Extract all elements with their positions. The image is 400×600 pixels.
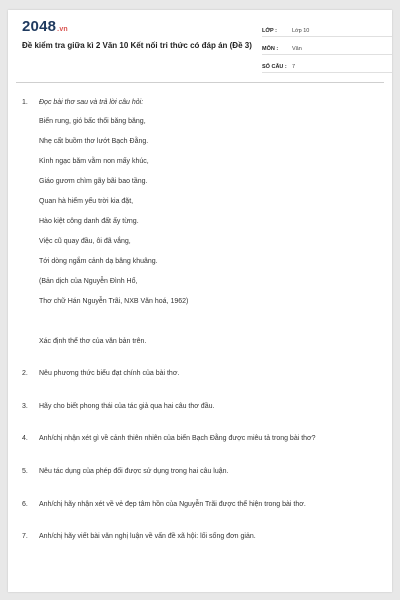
meta-value-count: 7 — [292, 64, 296, 70]
meta-label-class: LỚP : — [262, 28, 277, 34]
question-number: 4. — [22, 435, 28, 442]
question-prompt: Đọc bài thơ sau và trả lời câu hỏi: — [39, 99, 144, 106]
poem-line-text: Giáo gươm chìm gãy bãi bao tầng. — [39, 178, 148, 185]
meta-value-subject: Văn — [292, 46, 302, 52]
header-divider — [16, 82, 384, 83]
question-number: 3. — [22, 403, 28, 410]
poem-line-text: Quan hà hiểm yếu trời kia đặt, — [39, 198, 134, 205]
question-text: Nêu tác dụng của phép đối được sử dụng trong hai câu luận. — [39, 468, 229, 475]
question-number: 2. — [22, 370, 28, 377]
question-text: Anh/chị hãy nhận xét về vẻ đẹp tâm hồn của Nguyễn Trãi được thể hiện trong bài thơ. — [39, 501, 306, 508]
poem-line-text: (Bản dịch của Nguyễn Đình Hổ, — [39, 278, 138, 285]
question-text: Anh/chị hãy viết bài văn nghị luận về vấn đề xã hội: lối sống đơn giản. — [39, 533, 256, 540]
worksheet-header — [22, 18, 380, 76]
meta-panel — [262, 22, 392, 76]
question-text: Hãy cho biết phong thái của tác giả qua hai câu thơ đầu. — [39, 403, 215, 410]
meta-row-count — [262, 58, 392, 73]
question-task-text: Xác định thể thơ của văn bản trên. — [39, 338, 147, 345]
meta-label-subject: MÔN : — [262, 46, 279, 52]
brand-suffix: .vn — [57, 26, 68, 33]
meta-row-subject — [262, 40, 392, 55]
poem-line-text: Biển rung, gió bấc thổi băng băng, — [39, 118, 146, 125]
poem-line-text: Việc cũ quay đầu, ôi đã vắng, — [39, 238, 131, 245]
question-number: 7. — [22, 533, 28, 540]
poem-line-text: Tới dòng ngắm cảnh dạ bâng khuâng. — [39, 258, 158, 265]
worksheet-page — [8, 10, 392, 592]
question-number: 5. — [22, 468, 28, 475]
poem-line-text: Kình ngạc băm vằm non mấy khúc, — [39, 158, 149, 165]
brand-main: 2048 — [22, 18, 57, 35]
question-text: Nêu phương thức biểu đạt chính của bài thơ. — [39, 370, 180, 377]
question-text: Anh/chị nhận xét gì về cảnh thiên nhiên của biển Bạch Đằng được miêu tả trong bài thơ? — [39, 435, 316, 442]
question-number: 1. — [22, 99, 28, 106]
question-number: 6. — [22, 501, 28, 508]
document-title: Đề kiểm tra giữa kì 2 Văn 10 Kết nối tri thức có đáp án (Đề 3) — [22, 41, 252, 50]
poem-line-text: Hào kiệt công danh đất ấy từng. — [39, 218, 139, 225]
poem-line-text: Nhẹ cất buồm thơ lướt Bạch Đằng. — [39, 138, 149, 145]
poem-line-text: Thơ chữ Hán Nguyễn Trãi, NXB Văn hoá, 1962) — [39, 298, 189, 305]
meta-value-class: Lớp 10 — [292, 28, 310, 34]
meta-row-class — [262, 22, 392, 37]
meta-label-count: SỐ CÂU : — [262, 64, 287, 70]
